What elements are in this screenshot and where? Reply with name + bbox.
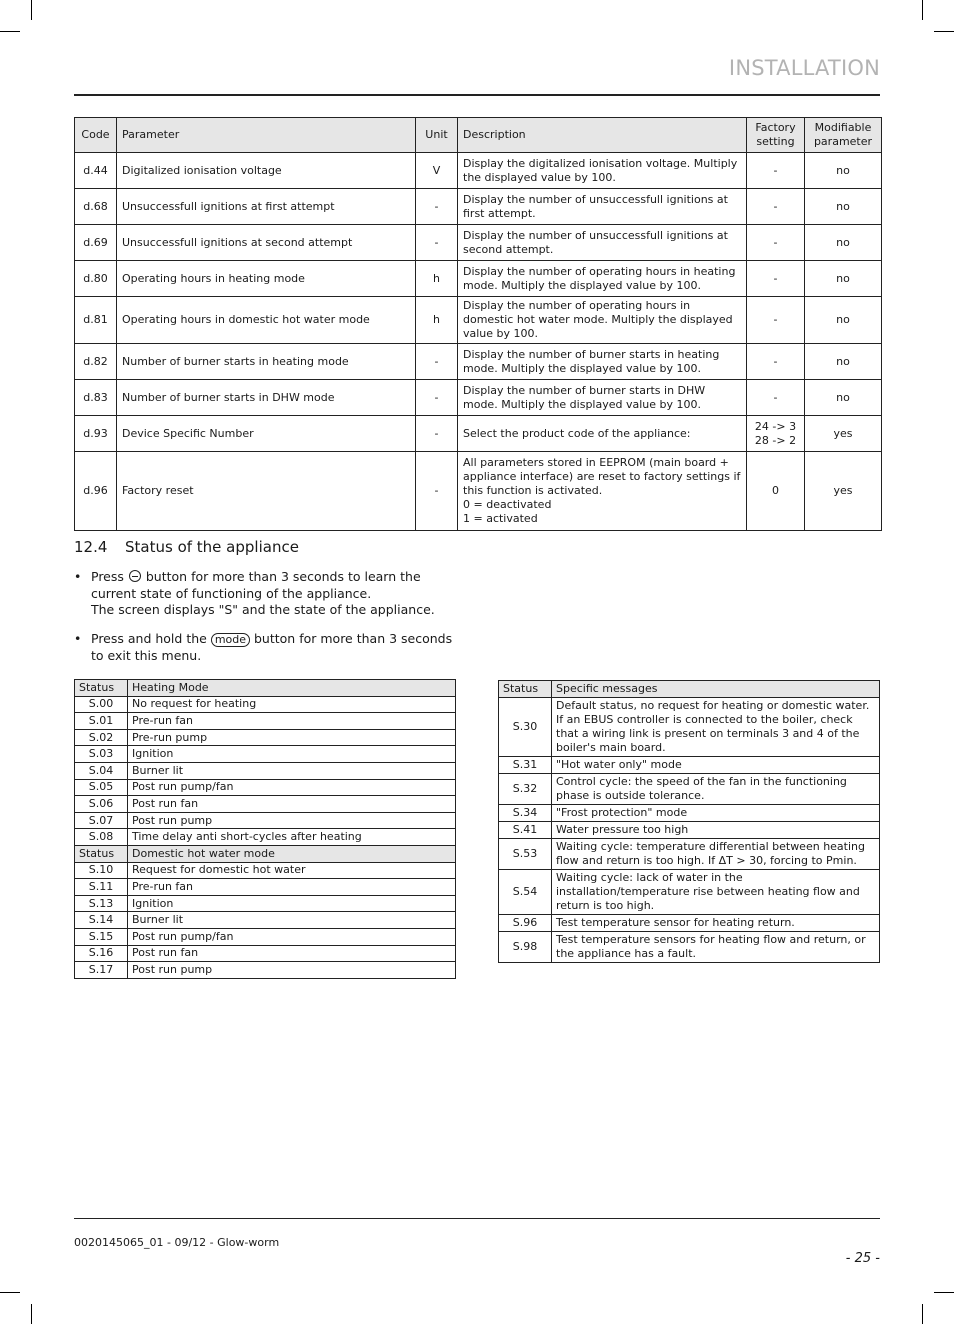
header-code: Code (75, 118, 117, 153)
status-code: S.96 (499, 915, 552, 932)
status-code: S.03 (75, 746, 128, 763)
param-description: Display the number of unsuccessfull ignitions at first attempt. (458, 189, 747, 225)
crop-mark (31, 0, 32, 20)
param-unit: - (416, 225, 458, 261)
crop-mark (0, 31, 20, 32)
status-text: Post run fan (128, 796, 456, 813)
crop-mark (922, 1304, 923, 1324)
header-modifiable: Modifiable parameter (805, 118, 882, 153)
param-name: Number of burner starts in heating mode (117, 344, 416, 380)
param-code: d.69 (75, 225, 117, 261)
crop-mark (934, 31, 954, 32)
status-text: Control cycle: the speed of the fan in the functioning phase is outside tolerance. (552, 774, 880, 805)
status-text: Pre-run fan (128, 879, 456, 896)
header-dhw-mode: Domestic hot water mode (128, 845, 456, 862)
table-row (499, 932, 880, 963)
table-row (75, 895, 456, 912)
bullet-text: Press (91, 569, 124, 584)
status-code: S.01 (75, 713, 128, 730)
header-status: Status (499, 681, 552, 698)
table-row (75, 945, 456, 962)
param-name: Factory reset (117, 452, 416, 531)
header-status: Status (75, 845, 128, 862)
table-row (75, 261, 882, 297)
param-name: Operating hours in heating mode (117, 261, 416, 297)
status-code: S.14 (75, 912, 128, 929)
param-code: d.68 (75, 189, 117, 225)
crop-mark (0, 1292, 20, 1293)
status-text: Pre-run pump (128, 729, 456, 746)
status-code: S.08 (75, 829, 128, 846)
table-row (499, 915, 880, 932)
crop-mark (31, 1304, 32, 1324)
bullet-dot: • (74, 631, 82, 646)
param-description: Display the digitalized ionisation voltage. Multiply the displayed value by 100. (458, 153, 747, 189)
status-text: Request for domestic hot water (128, 862, 456, 879)
param-unit: - (416, 380, 458, 416)
table-row (75, 912, 456, 929)
param-code: d.81 (75, 297, 117, 344)
table-row (499, 698, 880, 757)
header-unit: Unit (416, 118, 458, 153)
param-unit: - (416, 416, 458, 452)
param-name: Digitalized ionisation voltage (117, 153, 416, 189)
table-row (75, 829, 456, 846)
param-modifiable: yes (805, 452, 882, 531)
param-name: Unsuccessfull ignitions at second attempt (117, 225, 416, 261)
status-text: No request for heating (128, 696, 456, 713)
status-text: Post run fan (128, 945, 456, 962)
param-description: Select the product code of the appliance: (458, 416, 747, 452)
status-text: Burner lit (128, 912, 456, 929)
table-row (499, 870, 880, 915)
status-text: Post run pump (128, 812, 456, 829)
param-description: Display the number of burner starts in DHW mode. Multiply the displayed value by 100. (458, 380, 747, 416)
status-code: S.06 (75, 796, 128, 813)
table-row (499, 822, 880, 839)
table-row (75, 416, 882, 452)
param-modifiable: yes (805, 416, 882, 452)
param-factory: - (747, 153, 805, 189)
param-description: Display the number of unsuccessfull ignitions at second attempt. (458, 225, 747, 261)
param-factory: - (747, 225, 805, 261)
table-row (75, 344, 882, 380)
status-code: S.98 (499, 932, 552, 963)
table-row (499, 805, 880, 822)
status-text: Ignition (128, 895, 456, 912)
param-unit: V (416, 153, 458, 189)
status-text: Time delay anti short-cycles after heating (128, 829, 456, 846)
table-row (75, 729, 456, 746)
table-row (75, 153, 882, 189)
status-text: Default status, no request for heating or domestic water. If an EBUS controller is connected to the boiler, check that a wiring link is present on terminals 3 and 4 of the boiler's main board. (552, 698, 880, 757)
param-factory: - (747, 380, 805, 416)
param-description: All parameters stored in EEPROM (main board + appliance interface) are reset to factory settings if this function is activated. 0 = deactivated 1 = activated (458, 452, 747, 531)
parameter-table (74, 117, 882, 531)
header-specific-messages: Specific messages (552, 681, 880, 698)
param-factory: 0 (747, 452, 805, 531)
status-text: Waiting cycle: lack of water in the installation/temperature rise between heating flow and return is too high. (552, 870, 880, 915)
param-code: d.96 (75, 452, 117, 531)
table-header-row (75, 845, 456, 862)
status-table-specific-messages (498, 680, 880, 963)
param-unit: - (416, 344, 458, 380)
param-unit: h (416, 261, 458, 297)
param-modifiable: no (805, 189, 882, 225)
param-factory: - (747, 344, 805, 380)
param-modifiable: no (805, 153, 882, 189)
crop-mark (922, 0, 923, 20)
table-row (499, 757, 880, 774)
param-modifiable: no (805, 380, 882, 416)
bullet-text: button for more than 3 seconds to learn the current state of functioning of the appliance. (91, 569, 421, 601)
status-code: S.10 (75, 862, 128, 879)
status-code: S.41 (499, 822, 552, 839)
param-name: Device Specific Number (117, 416, 416, 452)
table-row (75, 225, 882, 261)
param-name: Operating hours in domestic hot water mode (117, 297, 416, 344)
header-factory-setting: Factory setting (747, 118, 805, 153)
param-code: d.83 (75, 380, 117, 416)
status-code: S.02 (75, 729, 128, 746)
param-factory: - (747, 261, 805, 297)
bullet-item (74, 631, 454, 664)
footer-rule (74, 1218, 880, 1219)
status-text: Water pressure too high (552, 822, 880, 839)
status-code: S.53 (499, 839, 552, 870)
section-title: Status of the appliance (125, 538, 299, 556)
mode-button-icon: mode (211, 633, 250, 647)
status-text: Pre-run fan (128, 713, 456, 730)
status-code: S.00 (75, 696, 128, 713)
param-code: d.82 (75, 344, 117, 380)
table-row (75, 962, 456, 979)
header-description: Description (458, 118, 747, 153)
param-unit: - (416, 452, 458, 531)
status-text: Post run pump (128, 962, 456, 979)
param-modifiable: no (805, 297, 882, 344)
table-header-row (75, 118, 882, 153)
table-row (75, 189, 882, 225)
table-row (499, 839, 880, 870)
bullet-text: Press and hold the (91, 631, 207, 646)
status-code: S.13 (75, 895, 128, 912)
table-header-row (75, 680, 456, 697)
table-row (75, 862, 456, 879)
status-text: Waiting cycle: temperature differential between heating flow and return is too high. If ΔT > 30, forcing to Pmin. (552, 839, 880, 870)
status-text: Post run pump/fan (128, 779, 456, 796)
page-number: - 25 - (845, 1251, 880, 1266)
status-text: "Frost protection" mode (552, 805, 880, 822)
status-code: S.05 (75, 779, 128, 796)
section-number: 12.4 (74, 538, 108, 556)
table-row (75, 452, 882, 531)
param-name: Number of burner starts in DHW mode (117, 380, 416, 416)
table-row (75, 762, 456, 779)
status-code: S.34 (499, 805, 552, 822)
status-text: Post run pump/fan (128, 928, 456, 945)
param-name: Unsuccessfull ignitions at first attempt (117, 189, 416, 225)
table-row (75, 746, 456, 763)
bullet-dot: • (74, 569, 82, 584)
table-row (75, 879, 456, 896)
table-row (75, 696, 456, 713)
bullet-item (74, 569, 454, 619)
table-row (75, 297, 882, 344)
param-description: Display the number of operating hours in domestic hot water mode. Multiply the displayed value by 100. (458, 297, 747, 344)
header-heating-mode: Heating Mode (128, 680, 456, 697)
status-code: S.31 (499, 757, 552, 774)
page-header-title: INSTALLATION (728, 56, 880, 80)
status-code: S.17 (75, 962, 128, 979)
param-modifiable: no (805, 344, 882, 380)
header-status: Status (75, 680, 128, 697)
param-factory: - (747, 189, 805, 225)
param-code: d.93 (75, 416, 117, 452)
status-code: S.04 (75, 762, 128, 779)
param-code: d.44 (75, 153, 117, 189)
header-parameter: Parameter (117, 118, 416, 153)
table-row (75, 779, 456, 796)
status-code: S.16 (75, 945, 128, 962)
table-row (499, 774, 880, 805)
param-description: Display the number of operating hours in heating mode. Multiply the displayed value by 100. (458, 261, 747, 297)
param-modifiable: no (805, 261, 882, 297)
status-code: S.15 (75, 928, 128, 945)
param-factory: - (747, 297, 805, 344)
status-code: S.54 (499, 870, 552, 915)
section-heading (74, 538, 299, 556)
bullet-text: The screen displays "S" and the state of the appliance. (91, 602, 435, 617)
status-text: Burner lit (128, 762, 456, 779)
status-code: S.11 (75, 879, 128, 896)
param-unit: - (416, 189, 458, 225)
status-code: S.32 (499, 774, 552, 805)
status-text: Test temperature sensors for heating flow and return, or the appliance has a fault. (552, 932, 880, 963)
table-row (75, 812, 456, 829)
status-code: S.07 (75, 812, 128, 829)
status-table-heating-dhw (74, 679, 456, 979)
status-text: Ignition (128, 746, 456, 763)
header-rule (74, 94, 880, 96)
status-code: S.30 (499, 698, 552, 757)
status-text: Test temperature sensor for heating return. (552, 915, 880, 932)
param-description: Display the number of burner starts in heating mode. Multiply the displayed value by 100. (458, 344, 747, 380)
param-modifiable: no (805, 225, 882, 261)
status-text: "Hot water only" mode (552, 757, 880, 774)
footer-document-id: 0020145065_01 - 09/12 - Glow-worm (74, 1236, 280, 1249)
bullet-text: button for more than 3 seconds to exit this menu. (91, 631, 453, 663)
table-row (75, 380, 882, 416)
param-code: d.80 (75, 261, 117, 297)
param-factory: 24 -> 3 28 -> 2 (747, 416, 805, 452)
param-unit: h (416, 297, 458, 344)
table-row (75, 713, 456, 730)
table-row (75, 928, 456, 945)
minus-button-icon (129, 570, 141, 582)
table-row (75, 796, 456, 813)
table-header-row (499, 681, 880, 698)
crop-mark (934, 1292, 954, 1293)
